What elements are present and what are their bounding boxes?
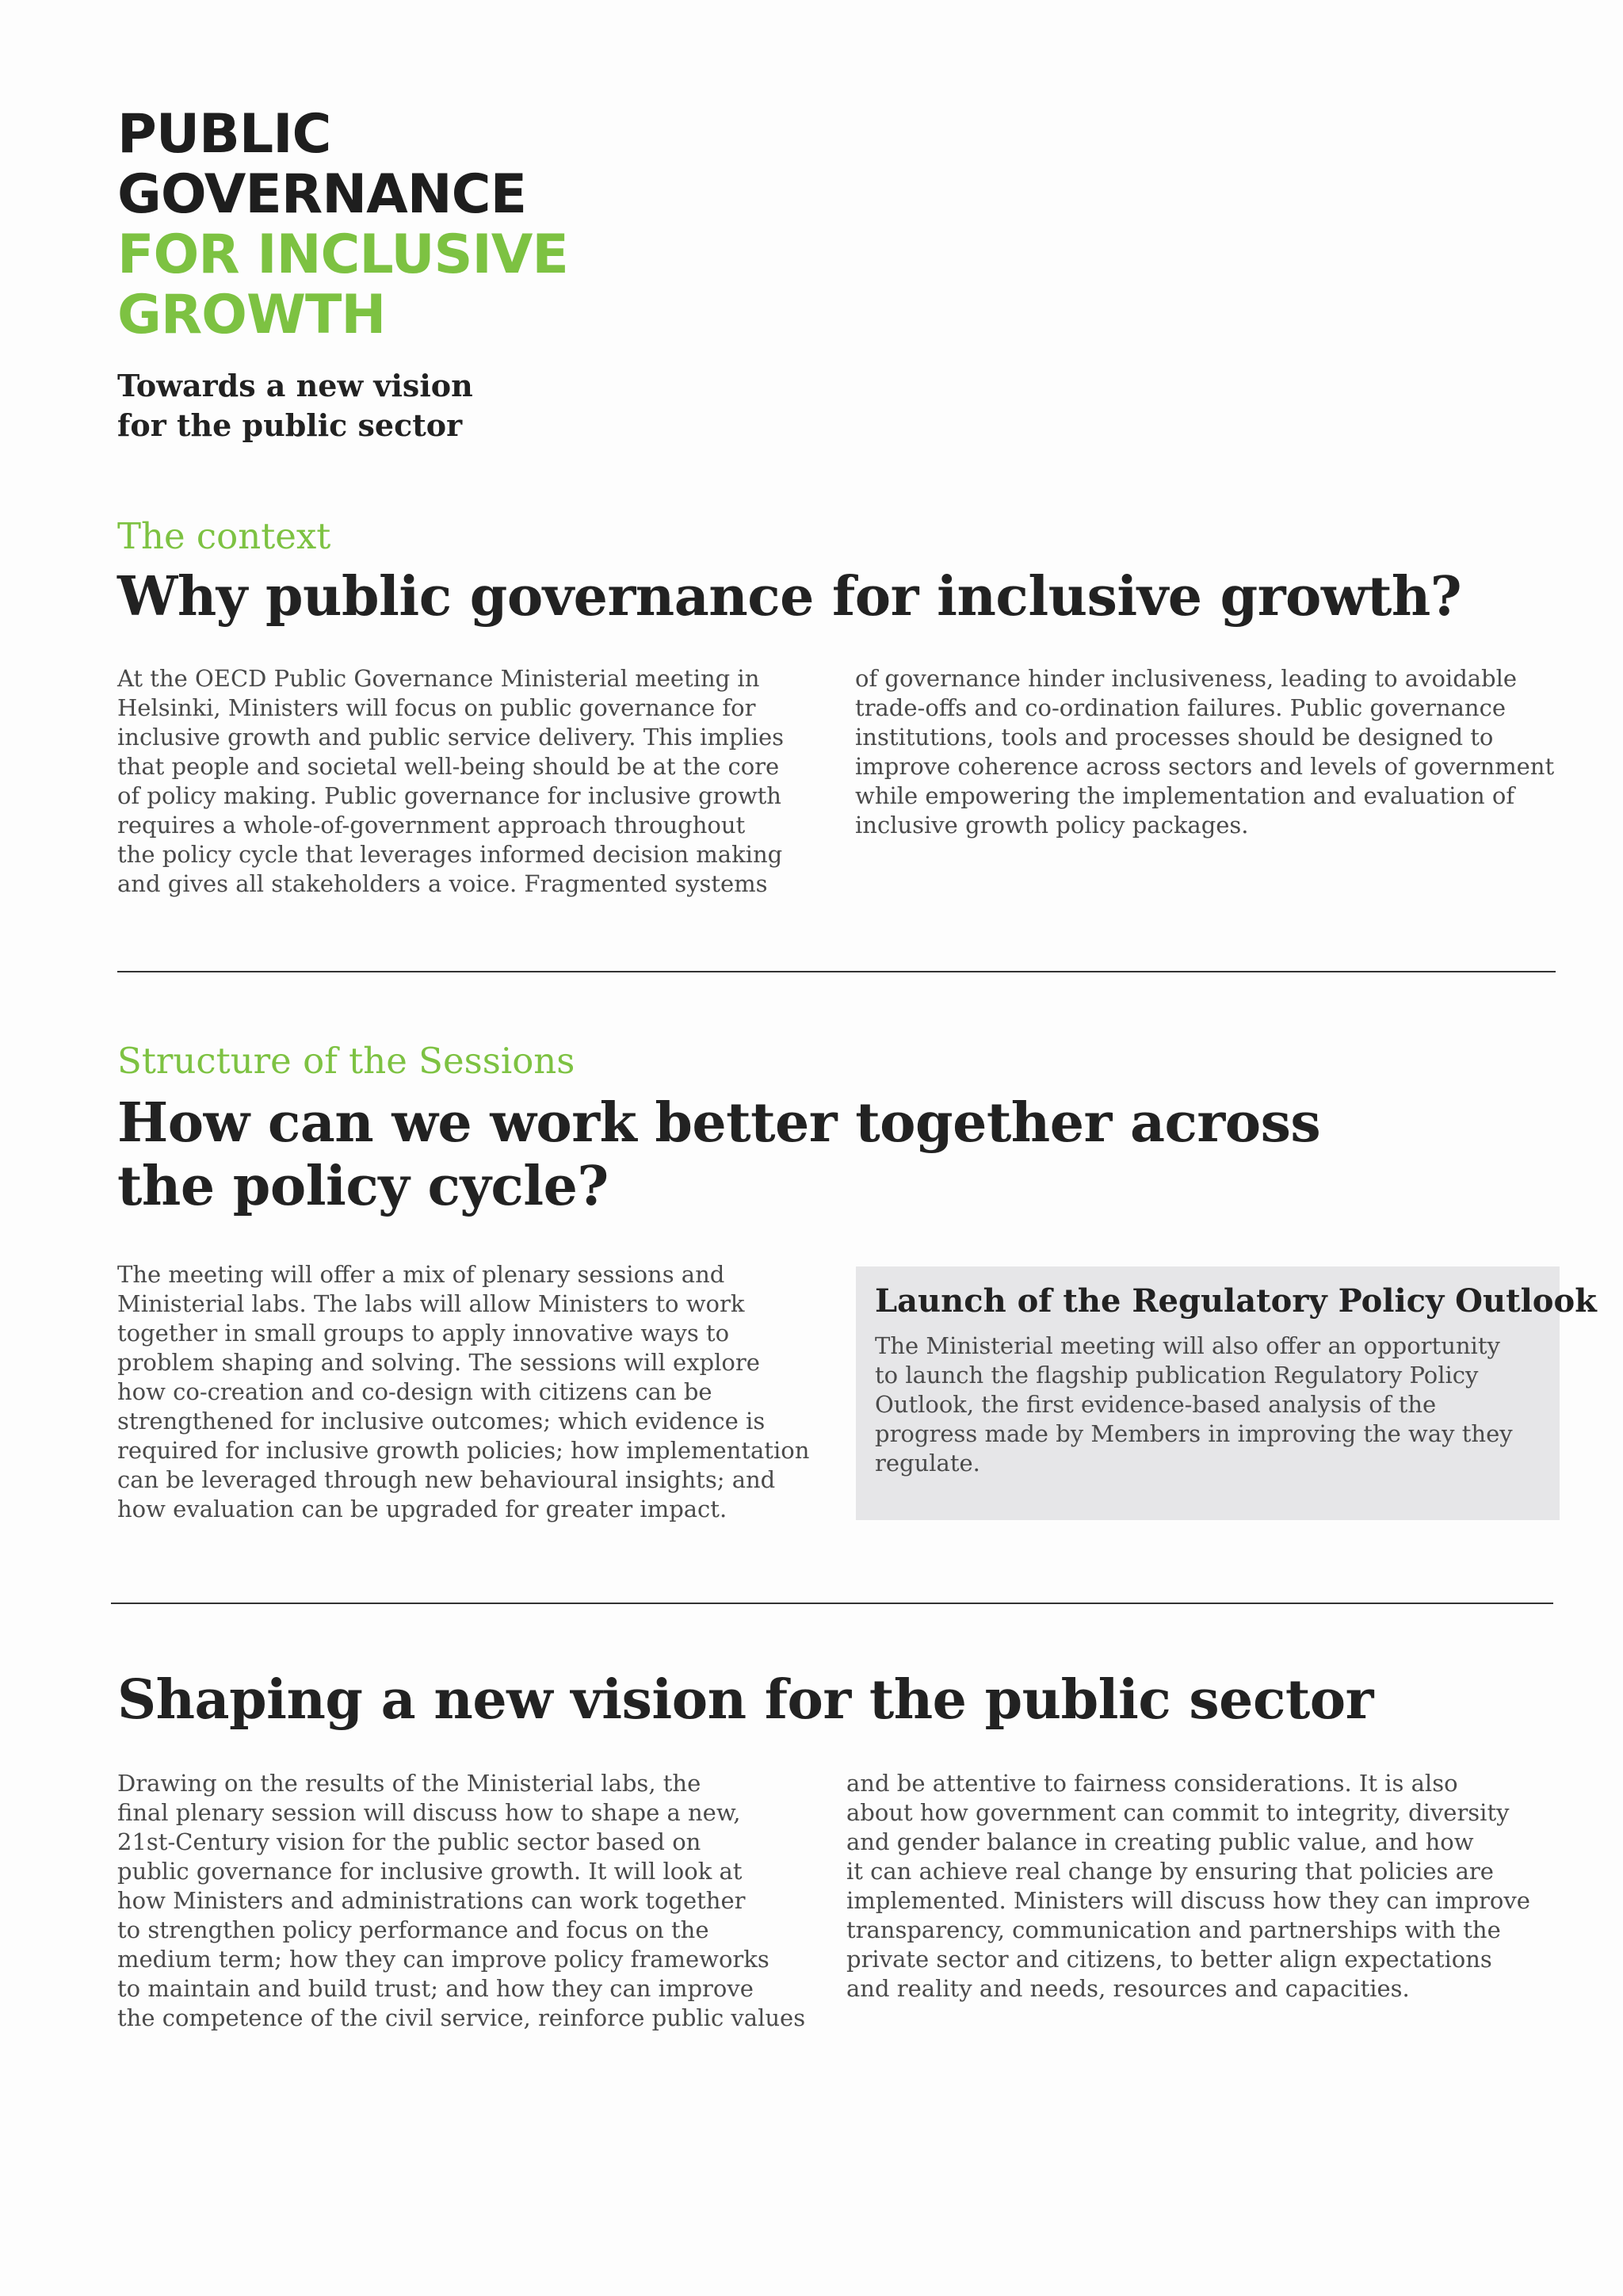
text-line: inclusive growth policy packages.: [855, 812, 1249, 839]
text-line: together in small groups to apply innovative ways to: [117, 1320, 730, 1347]
text-line: and gender balance in creating public value, and how: [846, 1828, 1474, 1855]
text-line: institutions, tools and processes should be designed to: [855, 724, 1494, 751]
context-heading-line: Why public governance for inclusive growth?: [117, 565, 1462, 628]
text-line: Drawing on the results of the Ministerial labs, the: [117, 1770, 701, 1797]
document-title: [117, 105, 831, 346]
text-line: to maintain and build trust; and how they can improve: [117, 1975, 754, 2002]
text-line: about how government can commit to integrity, diversity: [846, 1799, 1510, 1826]
text-line: inclusive growth and public service delivery. This implies: [117, 724, 785, 751]
text-line: how co-creation and co-design with citizens can be: [117, 1378, 712, 1405]
callout-title: Launch of the Regulatory Policy Outlook: [875, 1282, 1597, 1320]
text-line: while empowering the implementation and evaluation of: [855, 782, 1515, 809]
text-line: of governance hinder inclusiveness, leading to avoidable: [855, 665, 1518, 692]
text-line: Helsinki, Ministers will focus on public governance for: [117, 694, 756, 721]
text-line: and gives all stakeholders a voice. Fragmented systems: [117, 870, 768, 897]
context-column-1: [117, 664, 784, 899]
text-line: medium term; how they can improve policy frameworks: [117, 1946, 769, 1973]
text-line: The Ministerial meeting will also offer an opportunity: [875, 1332, 1500, 1359]
title-line-1: PUBLIC: [117, 103, 331, 166]
section-divider: [117, 971, 1556, 972]
text-line: and reality and needs, resources and capacities.: [846, 1975, 1410, 2002]
text-line: required for inclusive growth policies; how implementation: [117, 1437, 810, 1464]
title-line-4: GROWTH: [117, 284, 386, 346]
vision-column-2: [846, 1769, 1530, 2004]
callout-body: [875, 1331, 1513, 1478]
text-line: public governance for inclusive growth. It will look at: [117, 1858, 743, 1885]
text-line: the competence of the civil service, reinforce public values: [117, 2004, 806, 2031]
text-line: trade-offs and co-ordination failures. Public governance: [855, 694, 1506, 721]
text-line: can be leveraged through new behavioural insights; and: [117, 1466, 776, 1493]
regulatory-outlook-callout: [856, 1266, 1597, 1520]
text-line: to launch the flagship publication Regulatory Policy: [875, 1362, 1479, 1389]
text-line: to strengthen policy performance and focus on the: [117, 1916, 709, 1943]
text-line: how evaluation can be upgraded for greater impact.: [117, 1496, 727, 1522]
text-line: progress made by Members in improving the way they: [875, 1420, 1513, 1447]
text-line: Outlook, the first evidence-based analysis of the: [875, 1391, 1437, 1418]
text-line: of policy making. Public governance for inclusive growth: [117, 782, 781, 809]
text-line: final plenary session will discuss how to shape a new,: [117, 1799, 741, 1826]
subtitle-line-2: for the public sector: [117, 407, 463, 443]
text-line: transparency, communication and partnerships with the: [846, 1916, 1501, 1943]
subtitle-line-1: Towards a new vision: [117, 368, 473, 403]
text-line: Ministerial labs. The labs will allow Ministers to work: [117, 1290, 745, 1317]
text-line: requires a whole-of-government approach throughout: [117, 812, 746, 839]
text-line: At the OECD Public Governance Ministerial meeting in: [117, 665, 760, 692]
vision-heading: [117, 1668, 1373, 1732]
vision-column-1: [117, 1769, 805, 2033]
text-line: it can achieve real change by ensuring that policies are: [846, 1858, 1494, 1885]
context-heading: [117, 565, 1461, 628]
text-line: improve coherence across sectors and levels of government: [855, 753, 1555, 780]
context-column-2: [855, 664, 1554, 840]
text-line: regulate.: [875, 1450, 980, 1477]
vision-heading-line: Shaping a new vision for the public sector: [117, 1668, 1373, 1732]
title-line-3: FOR INCLUSIVE: [117, 223, 568, 286]
text-line: problem shaping and solving. The sessions will explore: [117, 1349, 760, 1376]
sessions-heading-line-1: How can we work better together across: [117, 1091, 1321, 1155]
text-line: 21st-Century vision for the public sector based on: [117, 1828, 701, 1855]
text-line: strengthened for inclusive outcomes; which evidence is: [117, 1408, 766, 1435]
sessions-column-1: [117, 1260, 809, 1524]
context-kicker: The context: [117, 515, 331, 557]
title-line-2: GOVERNANCE: [117, 163, 527, 226]
sessions-heading-line-2: the policy cycle?: [117, 1155, 609, 1218]
text-line: and be attentive to fairness considerations. It is also: [846, 1770, 1458, 1797]
sessions-heading: [117, 1091, 1320, 1218]
text-line: how Ministers and administrations can work together: [117, 1887, 746, 1914]
text-line: implemented. Ministers will discuss how they can improve: [846, 1887, 1530, 1914]
section-divider: [111, 1603, 1553, 1604]
text-line: private sector and citizens, to better align expectations: [846, 1946, 1492, 1973]
text-line: The meeting will offer a mix of plenary sessions and: [117, 1261, 725, 1288]
text-line: the policy cycle that leverages informed decision making: [117, 841, 783, 868]
text-line: that people and societal well-being should be at the core: [117, 753, 780, 780]
sessions-kicker: Structure of the Sessions: [117, 1040, 575, 1082]
document-subtitle: [117, 366, 672, 445]
